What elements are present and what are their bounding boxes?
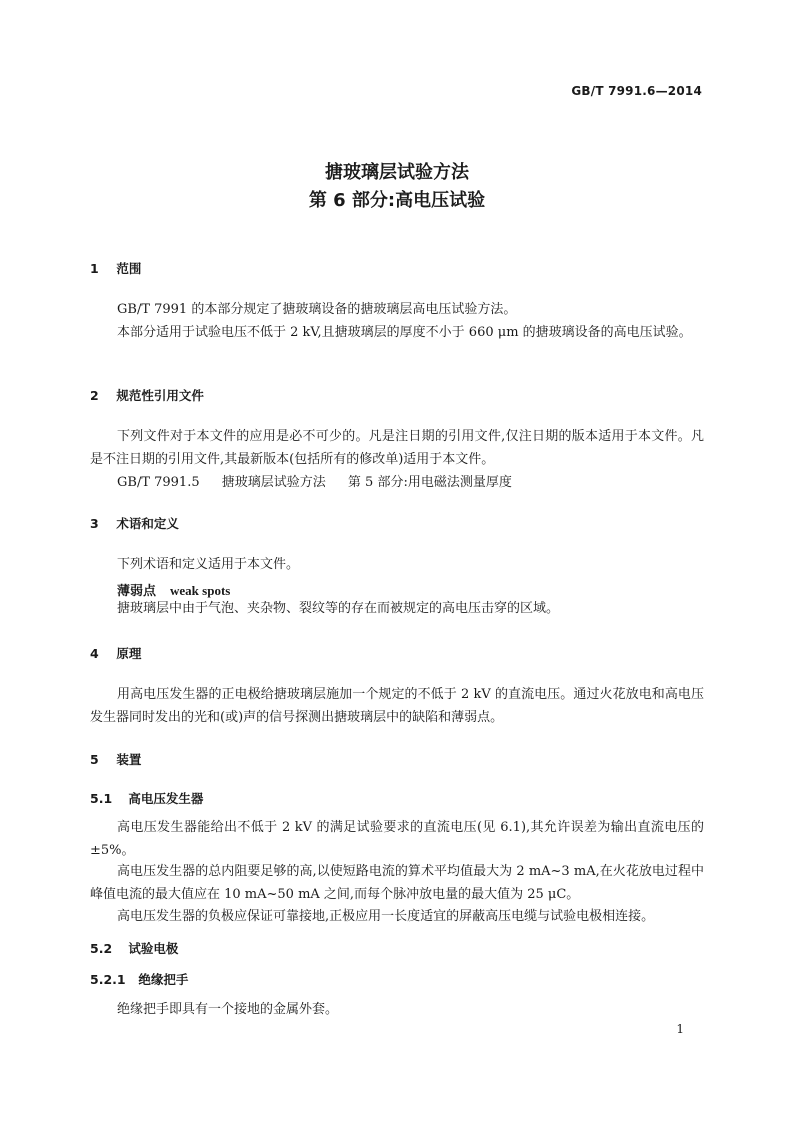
section-title: 术语和定义 (116, 516, 179, 531)
normative-reference (117, 471, 530, 494)
section-3-paragraph-1: 下列术语和定义适用于本文件。 (117, 557, 300, 572)
reference-title: 搪玻璃层试验方法 (221, 475, 326, 490)
standard-code: GB/T 7991.6—2014 (571, 84, 702, 98)
section-2-heading (90, 386, 204, 404)
section-number: 1 (90, 261, 99, 276)
section-1-paragraph-2: 本部分适用于试验电压不低于 2 kV,且搪玻璃层的厚度不小于 660 μm 的搪玻璃设备的高电压试验。 (117, 325, 692, 340)
section-title: 绝缘把手 (138, 972, 189, 987)
section-number: 3 (90, 516, 99, 531)
section-number: 4 (90, 646, 99, 661)
term-chinese: 薄弱点 (117, 584, 157, 599)
section-5-1-paragraph-3: 高电压发生器的负极应保证可靠接地,正极应用一长度适宜的屏蔽高压电缆与试验电极相连接。 (117, 909, 655, 924)
document-subtitle: 第 6 部分:高电压试验 (308, 190, 486, 211)
document-title: 搪玻璃层试验方法 (325, 162, 469, 183)
section-title: 规范性引用文件 (116, 388, 204, 403)
term-english: weak spots (170, 583, 231, 598)
section-2-paragraph-1: 下列文件对于本文件的应用是必不可少的。凡是注日期的引用文件,仅注日期的版本适用于本文件。凡是不注日期的引用文件,其最新版本(包括所有的修改单)适用于本文件。 (90, 429, 704, 467)
section-number: 5.1 (90, 791, 113, 806)
section-5-2-1-heading (90, 970, 188, 988)
term-definition: 搪玻璃层中由于气泡、夹杂物、裂纹等的存在而被规定的高电压击穿的区域。 (117, 601, 560, 616)
section-title: 高电压发生器 (128, 791, 204, 806)
section-5-heading (90, 750, 141, 768)
section-title: 范围 (116, 261, 142, 276)
section-number: 5.2.1 (90, 972, 126, 987)
section-3-heading (90, 514, 179, 532)
section-1-heading (90, 259, 141, 277)
section-number: 5.2 (90, 941, 113, 956)
section-title: 试验电极 (128, 941, 179, 956)
section-title: 原理 (116, 646, 142, 661)
section-number: 5 (90, 752, 99, 767)
section-title: 装置 (116, 752, 142, 767)
section-5-1-paragraph-1: 高电压发生器能给出不低于 2 kV 的满足试验要求的直流电压(见 6.1),其允许误差为输出直流电压的±5%。 (90, 820, 704, 858)
section-5-1-paragraph-2: 高电压发生器的总内阻要足够的高,以使短路电流的算术平均值最大为 2 mA~3 mA,在火花放电过程中峰值电流的最大值应在 10 mA~50 mA 之间,而每个脉冲放电量的最大值为 25 μC。 (90, 864, 704, 902)
section-number: 2 (90, 388, 99, 403)
reference-part: 第 5 部分:用电磁法测量厚度 (347, 475, 512, 490)
section-1-paragraph-1: GB/T 7991 的本部分规定了搪玻璃设备的搪玻璃层高电压试验方法。 (117, 302, 517, 317)
section-5-2-1-paragraph-1: 绝缘把手即具有一个接地的金属外套。 (117, 1002, 339, 1017)
reference-code: GB/T 7991.5 (117, 475, 200, 490)
section-4-heading (90, 644, 141, 662)
section-5-1-heading (90, 789, 203, 807)
section-4-paragraph-1: 用高电压发生器的正电极给搪玻璃层施加一个规定的不低于 2 kV 的直流电压。通过火花放电和高电压发生器同时发出的光和(或)声的信号探测出搪玻璃层中的缺陷和薄弱点。 (90, 687, 704, 725)
page-number: 1 (676, 1022, 684, 1036)
section-5-2-heading (90, 939, 178, 957)
